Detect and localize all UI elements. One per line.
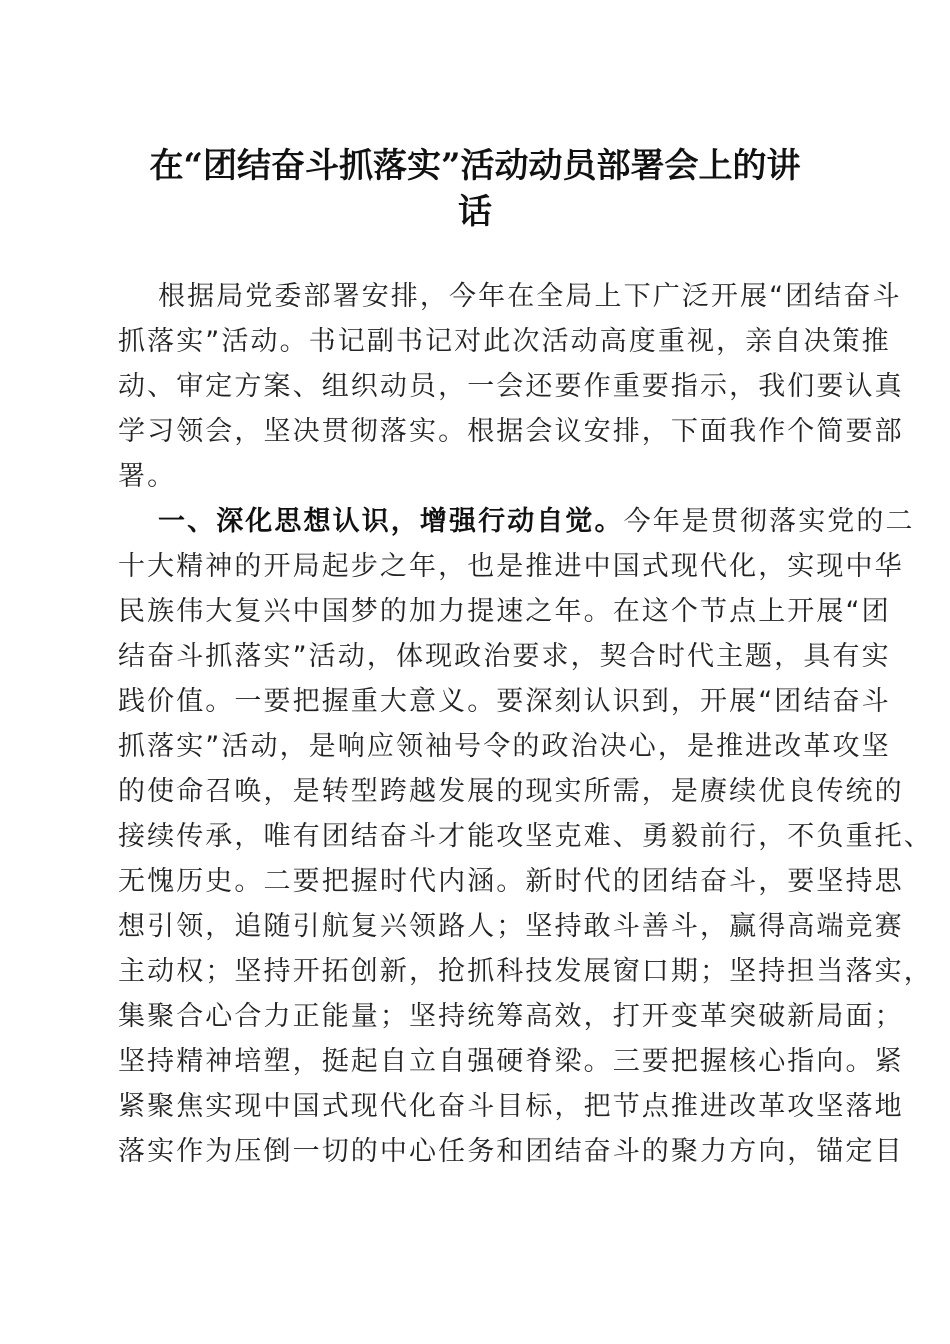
text-line: 结奋斗抓落实”活动，体现政治要求，契合时代主题，具有实 (118, 641, 891, 672)
text-line: 想引领，追随引航复兴领路人；坚持敢斗善斗，赢得高端竞赛 (118, 911, 904, 942)
text-line: 接续传承，唯有团结奋斗才能攻坚克难、勇毅前行，不负重托、 (118, 821, 933, 852)
text-line (158, 506, 915, 538)
text-span: 今年是贯彻落实党的二 (623, 506, 915, 537)
text-line: 践价值。一要把握重大意义。要深刻认识到，开展“团结奋斗 (118, 686, 891, 717)
text-line: 学习领会，坚决贯彻落实。根据会议安排，下面我作个简要部 (118, 416, 904, 447)
section-heading: 一、深化思想认识，增强行动自觉。 (158, 506, 624, 537)
text-line: 的使命召唤，是转型跨越发展的现实所需，是赓续优良传统的 (118, 776, 904, 807)
text-line: 十大精神的开局起步之年，也是推进中国式现代化，实现中华 (118, 551, 904, 582)
text-line: 落实作为压倒一切的中心任务和团结奋斗的聚力方向，锚定目 (118, 1136, 904, 1167)
document-title-line-1: 在“团结奋斗抓落实”活动动员部署会上的讲 (149, 146, 801, 186)
text-line: 动、审定方案、组织动员，一会还要作重要指示，我们要认真 (118, 371, 904, 402)
document-title-line-2: 话 (458, 192, 492, 232)
text-line: 坚持精神培塑，挺起自立自强硬脊梁。三要把握核心指向。紧 (118, 1046, 904, 1077)
text-line: 集聚合心合力正能量；坚持统筹高效，打开变革突破新局面； (118, 1001, 904, 1032)
text-line: 根据局党委部署安排，今年在全局上下广泛开展“团结奋斗 (158, 281, 902, 312)
text-line: 无愧历史。二要把握时代内涵。新时代的团结奋斗，要坚持思 (118, 866, 904, 897)
text-line: 抓落实”活动，是响应领袖号令的政治决心，是推进改革攻坚 (118, 731, 891, 762)
text-line: 紧聚焦实现中国式现代化奋斗目标，把节点推进改革攻坚落地 (118, 1091, 904, 1122)
text-line: 署。 (118, 461, 177, 492)
text-line: 主动权；坚持开拓创新，抢抓科技发展窗口期；坚持担当落实， (118, 956, 933, 987)
text-line: 民族伟大复兴中国梦的加力提速之年。在这个节点上开展“团 (118, 596, 891, 627)
text-line: 抓落实”活动。书记副书记对此次活动高度重视，亲自决策推 (118, 326, 891, 357)
